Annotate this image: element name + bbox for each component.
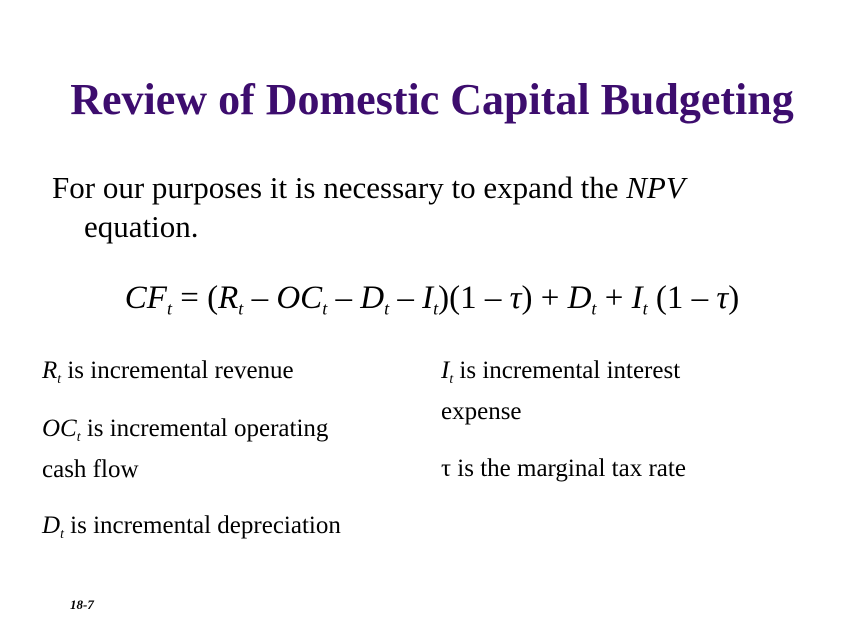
- def-oc-sub: t: [76, 428, 81, 444]
- intro-line2: equation.: [84, 209, 199, 244]
- def-oc-text: is incremental operating: [80, 415, 329, 442]
- eq-minus-2: –: [327, 280, 361, 316]
- eq-i-2-sub: t: [642, 298, 648, 319]
- intro-text: [52, 168, 685, 246]
- intro-npv: NPV: [626, 170, 685, 205]
- eq-d: D: [360, 280, 385, 316]
- def-oc-text-2: cash flow: [42, 455, 139, 483]
- eq-equals: = (: [172, 280, 219, 316]
- def-i-text-2: expense: [441, 397, 522, 425]
- def-tau-text: is the marginal tax rate: [451, 455, 686, 482]
- def-d-text: is incremental depreciation: [63, 512, 341, 539]
- eq-open-3: (1 –: [647, 280, 717, 316]
- eq-cf: CF: [124, 280, 167, 316]
- def-i-sub: t: [449, 370, 454, 386]
- def-i-symbol: I: [441, 357, 450, 384]
- eq-oc: OC: [276, 280, 323, 316]
- eq-close-2: ) +: [521, 280, 568, 316]
- eq-tau-2: τ: [716, 280, 729, 316]
- eq-i: I: [422, 280, 434, 316]
- intro-line1: For our purposes it is necessary to expand the: [52, 170, 619, 205]
- eq-d-2: D: [567, 280, 592, 316]
- cash-flow-equation: [0, 280, 864, 319]
- eq-d-sub: t: [384, 298, 390, 319]
- def-tau-symbol: τ: [441, 455, 452, 482]
- eq-i-2: I: [631, 280, 643, 316]
- definition-operating-cash-flow: [42, 412, 328, 486]
- eq-i-sub: t: [433, 298, 439, 319]
- def-r-symbol: R: [42, 357, 58, 384]
- eq-minus-3: –: [389, 280, 423, 316]
- definition-tax-rate: [441, 452, 686, 485]
- def-oc-symbol: OC: [42, 415, 77, 442]
- eq-close-3: ): [728, 280, 740, 316]
- eq-minus-1: –: [243, 280, 277, 316]
- def-d-symbol: D: [42, 512, 61, 539]
- definition-revenue: [42, 354, 294, 395]
- slide-title: Review of Domestic Capital Budgeting: [70, 75, 794, 124]
- def-d-sub: t: [60, 525, 64, 541]
- eq-r: R: [218, 280, 239, 316]
- def-i-text: is incremental interest: [453, 357, 681, 384]
- eq-tau-1: τ: [509, 280, 522, 316]
- definition-interest-expense: [441, 354, 680, 428]
- eq-plus: +: [596, 280, 632, 316]
- eq-close-1: )(1 –: [438, 280, 510, 316]
- slide-number: 18-7: [70, 597, 94, 612]
- eq-r-sub: t: [238, 298, 244, 319]
- def-r-text: is incremental revenue: [61, 357, 294, 384]
- definition-depreciation: [42, 509, 341, 550]
- eq-d-2-sub: t: [591, 298, 597, 319]
- def-r-sub: t: [57, 370, 62, 386]
- eq-oc-sub: t: [322, 298, 328, 319]
- eq-cf-sub: t: [166, 298, 173, 319]
